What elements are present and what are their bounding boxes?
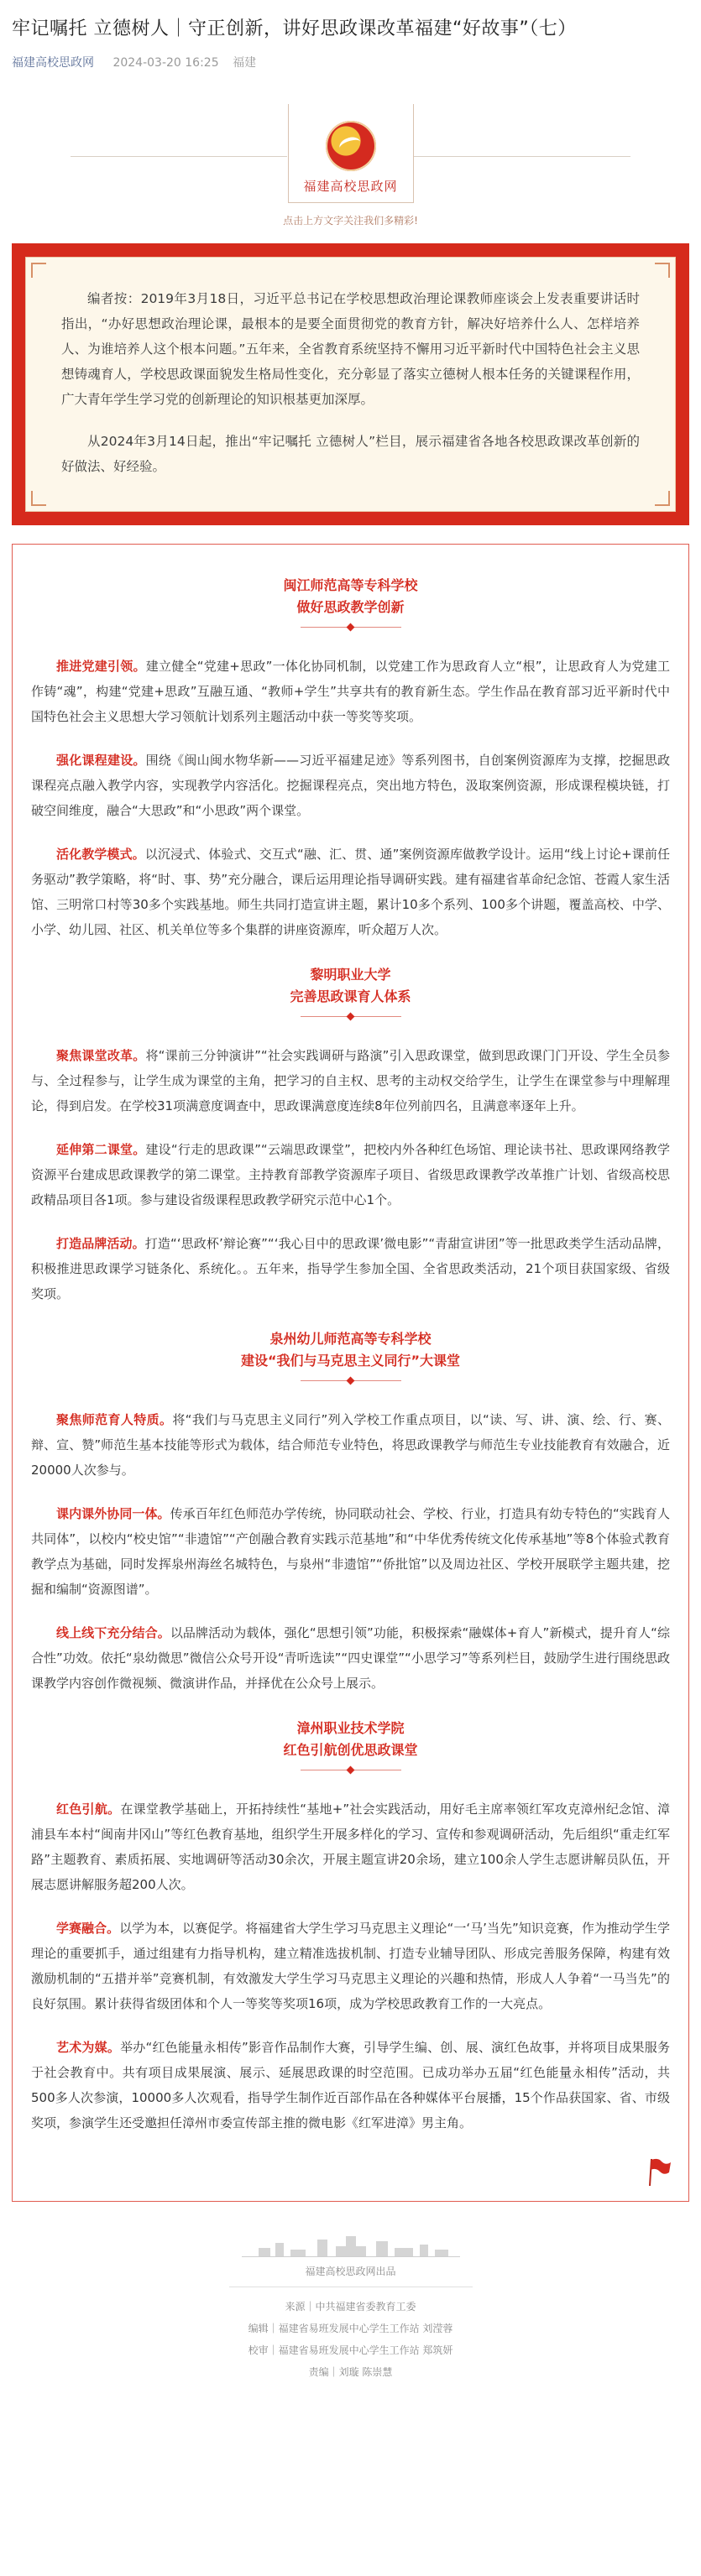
content-paragraph — [31, 1137, 670, 1212]
article-content — [12, 544, 689, 2202]
paragraph-lead: 延伸第二课堂。 — [56, 1142, 146, 1157]
content-paragraph — [31, 1231, 670, 1306]
section-school-name: 黎明职业大学 — [310, 967, 391, 983]
divider-line — [71, 156, 287, 157]
content-paragraph — [31, 654, 670, 729]
paragraph-text: 以学为本，以赛促学。将福建省大学生学习马克思主义理论“一‘马’当先”知识竞赛，作为推动学生学理论的重要抓手，通过组建有力指导机构，建立精准选拔机制、打造专业辅导团队、形成完善服务保障，构建有效激励机制的“五措并举”竞赛机制，有效激发大学生学习马克思主义理论的兴趣和热情，形成人人争着“一马当先”的良好氛围。累计获得省级团体和个人一等奖等奖项16项，成为学校思政教育工作的一大亮点。 — [31, 1921, 670, 2011]
school-section — [31, 964, 670, 1306]
footer-source: 来源｜中共福建省委教育工委 — [285, 2301, 416, 2313]
paragraph-text: 举办“红色能量永相传”影音作品制作大赛，引导学生编、创、展、演红色故事，并将项目成果服务于社会教育中。共有项目成果展演、展示、延展思政课的时空范围。已成功举办五届“红色能量永相传”活动，共500多人次参演，10000多人次观看，指导学生制作近百部作品在各种媒体平台展播，15个作品获国家、省、市级奖项，参演学生还受邀担任漳州市委宣传部主推的微电影《红军进漳》男主角。 — [31, 2040, 670, 2130]
paragraph-lead: 活化教学模式。 — [56, 847, 145, 862]
content-paragraph — [31, 1916, 670, 2016]
article-title: 牢记嘱托 立德树人｜守正创新，讲好思政课改革福建“好故事”（七） — [12, 18, 577, 39]
content-paragraph — [31, 1407, 670, 1483]
section-subtitle: 建设“我们与马克思主义同行”大课堂 — [240, 1353, 461, 1369]
paragraph-lead: 艺术为媒。 — [56, 2040, 121, 2055]
section-subtitle: 完善思政课育人体系 — [290, 988, 411, 1004]
corner-ornament-icon — [655, 263, 670, 278]
paragraph-text: 以品牌活动为载体，强化“思想引领”功能，积极探索“融媒体+育人”新模式，提升育人“综合性”功效。依托“泉幼微思”微信公众号开设“青听选读”“四史课堂”“小思学习”等系列栏目，鼓励学生进行围绕思政课教学内容创作微视频、微演讲作品，并择优在公众号上展示。 — [31, 1625, 670, 1691]
corner-ornament-icon — [31, 263, 46, 278]
content-paragraph — [31, 1620, 670, 1696]
paragraph-text: 打造“‘思政杯’辩论赛”“‘我心目中的思政课’微电影”“青甜宣讲团”等一批思政类学生活动品牌，积极推进思政课学习链条化、系统化。。五年来，指导学生参加全国、全省思政类活动，21个项目获国家级、省级奖项。 — [31, 1236, 670, 1301]
editor-note-inner — [25, 257, 676, 512]
publish-date: 2024-03-20 16:25 — [112, 56, 219, 70]
brand-logo-icon — [326, 121, 376, 171]
account-name-link[interactable]: 福建高校思政网 — [12, 56, 94, 70]
diamond-divider-icon — [31, 1765, 670, 1776]
paragraph-lead: 红色引航。 — [56, 1802, 121, 1817]
content-paragraph — [31, 1501, 670, 1602]
red-flag-icon — [646, 2157, 672, 2186]
footer-reviewer: 校审｜福建省易班发展中心学生工作站 郑筑妍 — [248, 2344, 453, 2356]
article-footer — [12, 2235, 689, 2400]
section-title — [31, 1328, 670, 1387]
section-title — [31, 1718, 670, 1776]
section-school-name: 漳州职业技术学院 — [296, 1720, 405, 1736]
publish-location: 福建 — [233, 56, 257, 70]
footer-org: 福建高校思政网出品 — [305, 2266, 396, 2277]
paragraph-text: 以沉浸式、体验式、交互式“融、汇、贯、通”案例资源库做教学设计。运用“线上讨论+课前任务驱动”教学策略，将“时、事、势”充分融合，课后运用理论指导调研实践。建有福建省革命纪念馆、苍霞人家生活馆、三明常口村等30多个实践基地。师生共同打造宣讲主题，累计10多个系列、100多个讲题，覆盖高校、中学、小学、幼儿园、社区、机关单位等多个集群的讲座资源库，听众超万人次。 — [31, 847, 670, 937]
paragraph-lead: 聚焦课堂改革。 — [56, 1048, 146, 1063]
paragraph-text: 建设“行走的思政课”“云端思政课堂”，把校内外各种红色场馆、理论读书社、思政课网络教学资源平台建成思政课教学的第二课堂。主持教育部教学资源库子项目、省级思政课教学改革推广计划、省级高校思政精品项目各1项。参与建设省级课程思政教学研究示范中心1个。 — [31, 1142, 670, 1207]
content-paragraph — [31, 2035, 670, 2135]
editor-note-paragraph: 编者按：2019年3月18日，习近平总书记在学校思想政治理论课教师座谈会上发表重要讲话时指出，“办好思想政治理论课，最根本的是要全面贯彻党的教育方针，解决好培养什么人、怎样培养人、为谁培养人这个根本问题。”五年来，全省教育系统坚持不懈用习近平新时代中国特色社会主义思想铸魂育人，学校思政课面貌发生格局性变化，充分彰显了落实立德树人根本任务的关键课程作用，广大青年学生学习党的创新理论的知识根基更加深厚。 — [61, 291, 640, 407]
section-title — [31, 575, 670, 634]
article-meta — [12, 54, 689, 72]
section-title — [31, 964, 670, 1023]
corner-ornament-icon — [31, 491, 46, 506]
content-paragraph — [31, 1796, 670, 1897]
skyline-icon — [242, 2235, 460, 2257]
follow-hint: 点击上方文字关注我们多精彩! — [283, 215, 418, 227]
editor-note-paragraph: 从2024年3月14日起，推出“牢记嘱托 立德树人”栏目，展示福建省各地各校思政课改革创新的好做法、好经验。 — [61, 434, 640, 474]
paragraph-lead: 课内课外协同一体。 — [56, 1506, 170, 1521]
footer-chief-editor: 责编｜刘璇 陈崇慧 — [308, 2366, 393, 2378]
school-section — [31, 1328, 670, 1696]
diamond-divider-icon — [31, 622, 670, 634]
paragraph-lead: 学赛融合。 — [56, 1921, 120, 1936]
section-school-name: 泉州幼儿师范高等专科学校 — [269, 1331, 432, 1347]
brand-name: 福建高校思政网 — [303, 179, 398, 194]
content-paragraph — [31, 1043, 670, 1119]
brand-banner[interactable] — [12, 104, 689, 230]
paragraph-lead: 聚焦师范育人特质。 — [56, 1412, 173, 1427]
section-subtitle: 做好思政教学创新 — [296, 599, 405, 615]
paragraph-text: 在课堂教学基础上，开拓持续性“基地+”社会实践活动，用好毛主席率领红军攻克漳州纪念馆、漳浦县车本村“闽南井冈山”等红色教育基地，组织学生开展多样化的学习、宣传和参观调研活动，先后组织“重走红军路”主题教育、素质拓展、实地调研等活动30余次，开展主题宣讲20余场，建立100余人学生志愿讲解员队伍，开展志愿讲解服务超200人次。 — [31, 1802, 670, 1892]
paragraph-text: 将“课前三分钟演讲”“社会实践调研与路演”引入思政课堂，做到思政课门门开设、学生全员参与、全过程参与，让学生成为课堂的主角，把学习的自主权、思考的主动权交给学生，让学生在课堂参与中理解理论，得到启发。在学校31项满意度调查中，思政课满意度连续8年位列前四名，且满意率逐年上升。 — [31, 1048, 670, 1113]
content-paragraph — [31, 842, 670, 942]
paragraph-text: 建立健全“党建+思政”一体化协同机制，以党建工作为思政育人立“根”，让思政育人为党建工作铸“魂”，构建“党建+思政”互融互通、“教师+学生”共享共有的教育新生态。学生作品在教育部习近平新时代中国特色社会主义思想大学习领航计划系列主题活动中获一等奖等奖项。 — [31, 659, 670, 724]
editor-note-box — [12, 243, 689, 525]
diamond-divider-icon — [31, 1375, 670, 1387]
paragraph-lead: 推进党建引领。 — [56, 659, 146, 674]
footer-editor: 编辑｜福建省易班发展中心学生工作站 刘滢蓉 — [248, 2323, 453, 2334]
divider-line — [414, 156, 630, 157]
corner-ornament-icon — [655, 491, 670, 506]
paragraph-lead: 线上线下充分结合。 — [56, 1625, 170, 1640]
school-section — [31, 1718, 670, 2135]
paragraph-lead: 打造品牌活动。 — [56, 1236, 145, 1251]
diamond-divider-icon — [31, 1011, 670, 1023]
school-section — [31, 575, 670, 942]
paragraph-text: 传承百年红色师范办学传统，协同联动社会、学校、行业，打造具有幼专特色的“实践育人共同体”，以校内“校史馆”“非遗馆”“产创融合教育实践示范基地”和“中华优秀传统文化传承基地”等8个体验式教育教学点为基础，同时发挥泉州海丝名城特色，与泉州“非遗馆”“侨批馆”以及周边社区、学校开展联学主题共建，挖掘和编制“资源图谱”。 — [31, 1506, 670, 1597]
paragraph-text: 围绕《闽山闽水物华新——习近平福建足迹》等系列图书，自创案例资源库为支撑，挖掘思政课程亮点融入教学内容，实现教学内容活化。挖掘课程亮点，突出地方特色，汲取案例资源，形成课程模块链，打破空间维度，融合“大思政”和“小思政”两个课堂。 — [31, 753, 670, 818]
paragraph-lead: 强化课程建设。 — [56, 753, 146, 768]
paragraph-text: 将“我们与马克思主义同行”列入学校工作重点项目，以“读、写、讲、演、绘、行、赛、辩、宣、赞”师范生基本技能等形式为载体，结合师范专业特色，将思政课教学与师范生专业技能教育有效融合，近20000人次参与。 — [31, 1412, 670, 1478]
content-paragraph — [31, 748, 670, 823]
section-school-name: 闽江师范高等专科学校 — [283, 577, 418, 593]
section-subtitle: 红色引航创优思政课堂 — [283, 1742, 418, 1758]
